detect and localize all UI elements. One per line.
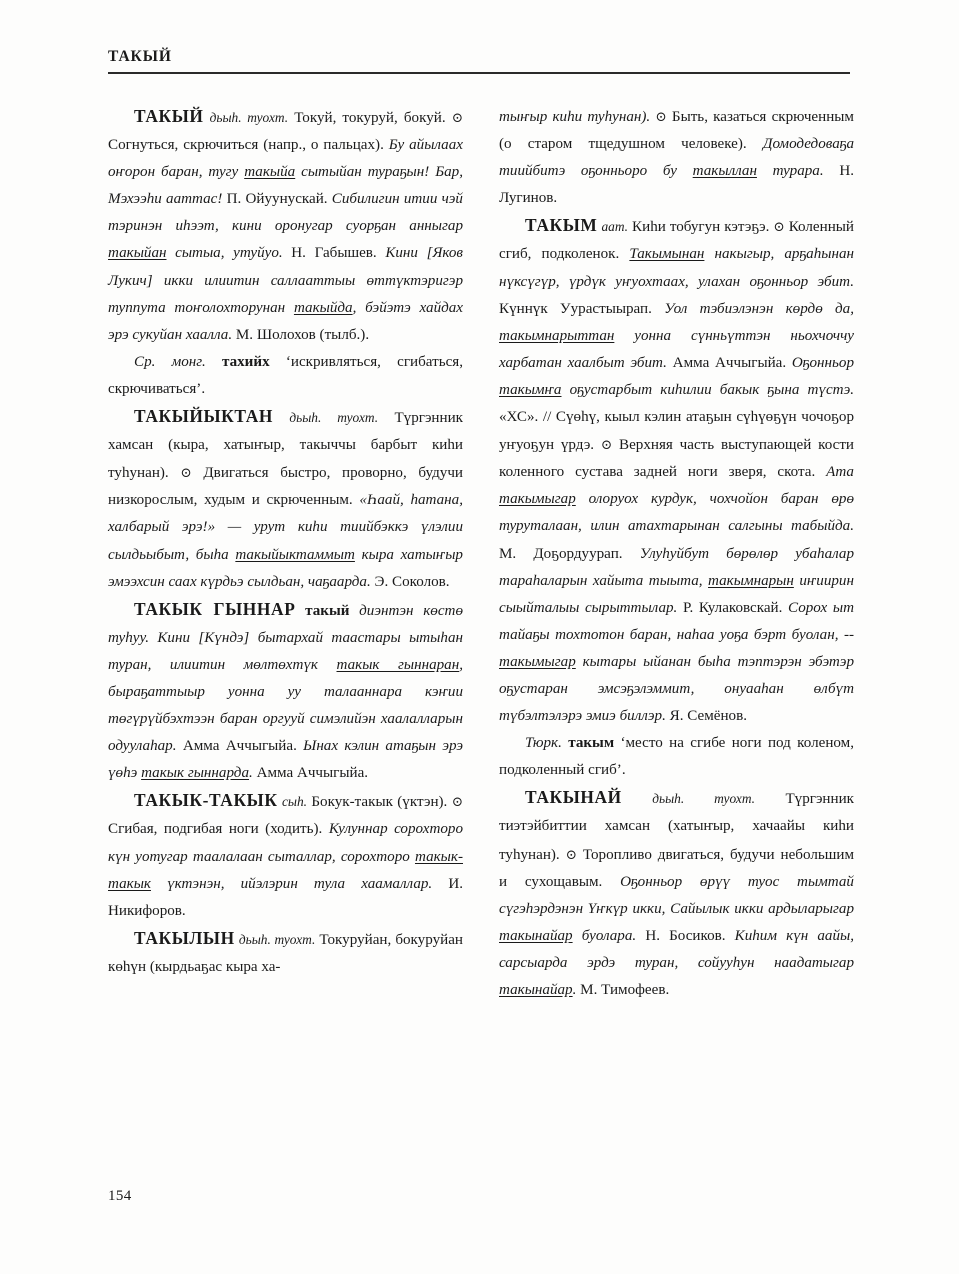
dictionary-entry-takyy [108, 103, 463, 349]
grammar-label: сыһ. [281, 794, 308, 810]
source-attribution: М. Шолохов (тылб.). [235, 326, 370, 343]
subsense-yakut-gloss: Сүөһү, кыыл кэлин атаҕын сүһүөҕүн чочоҕор уҥуоҕун үрдэ. [499, 409, 854, 454]
source-attribution: М. Доҕордуурап. [499, 545, 623, 562]
quotation-keyword: Такымынан [629, 246, 705, 263]
subsense-russian-gloss: Верхняя часть выступающей кости коленного сустава задней ноги зверя, скота. [499, 437, 854, 481]
dictionary-entry-takym [499, 212, 854, 730]
sense-bullet-icon: ⊙ [773, 219, 785, 235]
derived-from-word: такый [305, 602, 350, 619]
source-attribution: Н. Габышев. [291, 245, 377, 262]
dictionary-entry-takylyn-continuation [499, 103, 854, 212]
quotation-keyword: такымыгар [499, 653, 576, 670]
yakut-gloss: Бокук-такык (үктэн). [311, 794, 448, 811]
dictionary-entry-takyk-takyk [108, 787, 463, 924]
right-column [499, 103, 854, 1188]
compare-word: такым [568, 735, 615, 752]
sense-bullet-icon: ⊙ [451, 110, 464, 125]
quotation: Сибилигин итии чэй тэринэн иһээт, кини оронугар суорҕан анныгар [108, 191, 463, 235]
derived-from-note: диэнтэн көстө туһуу. [108, 602, 463, 646]
grammar-label: дьыһ. туохт. [209, 110, 289, 125]
headword: ТАКЫЛЫН [134, 927, 235, 948]
compare-word: тахийх [221, 353, 270, 370]
quotation-keyword: такымыгар [499, 491, 576, 508]
quotation-keyword: такынайар [499, 927, 573, 944]
quotation-tail: сытыа, утуйуо. [175, 245, 283, 262]
compare-lead: Тюрк. [525, 735, 562, 752]
etymology-note-takym [499, 730, 854, 784]
source-attribution: М. Тимофеев. [580, 982, 670, 998]
headword: ТАКЫЙ [134, 106, 204, 126]
russian-gloss: Торопливо двигаться, будучи небольшим и сухощавым. [499, 846, 854, 890]
source-attribution: Амма Аччыгыйа. [256, 765, 369, 782]
quotation-tail: накыгыр, арҕаһынан нүксүгүр, үрдүк уҥуохтаах, улахан оҕонньор эбит. [499, 246, 854, 290]
quotation-tail: буолара. [581, 927, 637, 944]
quotation-keyword: такык гыннарда [141, 765, 249, 782]
quotation-keyword: такык гыннаран [336, 656, 460, 673]
dictionary-entry-takyyyktan [108, 403, 463, 596]
quotation-keyword: такыйда [293, 299, 353, 316]
quotation: Ата [826, 464, 854, 481]
russian-gloss: Согнуться, скрючиться (напр., о пальцах). [108, 137, 384, 154]
continuation-yakut-gloss: тыҥыр киһи туһунан). [499, 109, 651, 125]
headword: ТАКЫЙЫКТАН [134, 406, 274, 427]
quotation-tail: , бэйэтэ хайдах эрэ сукуйан хаалла. [108, 299, 463, 343]
russian-gloss: Коленный сгиб, подколенок. [499, 219, 855, 263]
subsense-marker: // [542, 409, 552, 426]
quotation: Кини [Күндэ] бытархай таастары ытыһан туран, илиитин мөлтөхтүк [108, 629, 463, 673]
sense-bullet-icon: ⊙ [565, 846, 577, 862]
source-attribution: Н. Лугинов. [499, 163, 855, 207]
compare-gloss: ‘место на сгибе ноги под коленом, подколенный сгиб’. [499, 735, 854, 779]
quotation: Бу айылаах оҥорон баран, тугу [108, 137, 463, 181]
quotation-tail: . [572, 982, 577, 998]
source-attribution: Амма Аччыгыйа. [672, 354, 787, 371]
yakut-gloss: Киһи тобугун кэтэҕэ. [632, 219, 770, 236]
quotation-keyword: такыллан [692, 163, 757, 180]
dictionary-entry-takynay [499, 784, 854, 1004]
sense-bullet-icon: ⊙ [600, 437, 613, 453]
sense-bullet-icon: ⊙ [655, 109, 667, 124]
quotation: Кини [Яков Лукич] икки илиитин саллааттыы өттүктэригэр туппута тоҥолохторунан [108, 245, 463, 316]
quotation: Улуһуйбут бөрөлөр убаһалар тараһаларын хайыта тыыта, [499, 545, 855, 589]
source-attribution: П. Ойуунускай. [226, 191, 328, 208]
quotation-keyword: такыйыктаммыт [235, 546, 355, 563]
grammar-label: дьыһ. туохт. [652, 791, 756, 807]
quotation-tail: кыра хатыҥыр эмээхсин саах күрдьэ сылдьан, чаҕаарда. [108, 546, 463, 590]
source-attribution: Э. Соколов. [374, 573, 450, 590]
quotation: Киһим күн аайы, сарсыарда эрдэ туран, сойууһун наадатыгар [499, 927, 854, 971]
quotation-keyword: такынайар [499, 982, 573, 998]
quotation-tail: сытыйан тураҕын! Бар, Мэхээһи ааттас! [108, 164, 463, 208]
russian-gloss: Двигаться быстро, проворно, будучи низкорослым, худым и скрюченным. [108, 465, 463, 509]
yakut-gloss: Түргэнник тиэтэйбиттии хамсан (хатыҥыр, хачаайы киһи туһунан). [499, 791, 854, 863]
running-head-rule [108, 72, 850, 74]
quotation: Уол тэбиэлэнэн көрдө да, [664, 300, 854, 317]
quotation: Оҕонньор өрүү туос тымтай сүгэһэрдэнэн Үҥкүр икки, Сайылык икки ардыларыгар [499, 873, 854, 917]
sense-bullet-icon: ⊙ [451, 794, 464, 810]
quotation-tail: кытары ыйанан быһа тэптэрэн эбэтэр оҕустаран эмсэҕэлэммит, онуааһан өлбүт түбэлтэлэрэ эмиэ биллэр. [499, 653, 855, 725]
quotation-tail: уонна сүнньүттэн ньохчоччу харбатан хаалбыт эбит. [499, 327, 854, 371]
source-attribution: Н. Босиков. [645, 927, 726, 944]
quotation-tail: . [249, 765, 253, 782]
quotation-tail: олоруох курдук, чохчойон баран өрө туруталаан, илин атахтарынан салгыны табыйда. [499, 491, 854, 535]
headword: ТАКЫНАЙ [525, 787, 622, 808]
headword: ТАКЫК-ТАКЫК [134, 790, 278, 811]
page-number: 154 [108, 1188, 132, 1204]
source-attribution: «ХС». [499, 409, 539, 426]
dictionary-entry-takyk-gynnar [108, 596, 463, 788]
russian-gloss: Сгибая, подгибая ноги (ходить). [108, 821, 323, 838]
quotation: Оҕонньор [791, 354, 854, 371]
quotation-tail: иҥиирин сыыйталыы сырыттылар. [499, 572, 854, 616]
yakut-gloss: Түргэнник хамсан (кыра, хатыҥыр, такыччы барбыт киһи туһунан). [108, 410, 463, 482]
headword: ТАКЫМ [525, 215, 598, 236]
source-attribution: Амма Аччыгыйа. [182, 738, 297, 755]
text-columns [108, 103, 854, 1188]
quotation-keyword: такыйан [108, 245, 167, 262]
grammar-label: дьыһ. туохт. [238, 931, 316, 947]
quotation: Сорох ыт тайаҕы тохтотон баран, наһаа уоҕа бэрт буолан, -- [499, 599, 855, 643]
compare-lead: Ср. монг. [134, 353, 206, 370]
quotation-tail: , быраҕаттыыр уонна уу талааннара кэҥии төгүрүйбэхтээн баран оргууй симэлийэн хаалалларын одуулаһар. [108, 656, 463, 755]
compare-gloss: ‘искривляться, сгибаться, скрючиваться’. [108, 353, 463, 397]
grammar-label: дьыһ. туохт. [289, 410, 379, 426]
yakut-gloss: Токуй, токуруй, бокуй. [294, 110, 446, 126]
quotation-tail: турара. [772, 163, 824, 180]
russian-gloss: Быть, казаться скрюченным (о старом тщедушном человеке). [499, 109, 854, 153]
source-attribution: Күннүк Уурастыырап. [499, 300, 652, 317]
quotation: Ынах кэлин атаҕын эрэ үөһэ [108, 738, 463, 782]
quotation-tail: оҕустарбыт киһилии бакык ҕына түстэ. [569, 381, 854, 398]
running-head [108, 48, 850, 74]
sense-bullet-icon: ⊙ [180, 465, 192, 481]
yakut-gloss: Токуруйан, бокуруйан көһүн (кырдьаҕас кыра ха- [108, 931, 463, 975]
quotation-keyword: такык-такык [108, 848, 463, 892]
quotation: «Һаай, һатана, халбарый эрэ!» — урут киһи тиийбэккэ үлэлии сылдьыбыт, быһа [108, 492, 463, 563]
dictionary-entry-takylyn [108, 925, 463, 981]
quotation-keyword: такымнарыттан [499, 327, 615, 344]
quotation-keyword: такымнарын [708, 572, 794, 589]
quotation-tail: үктэнэн, ийэлэрин тула хаамаллар. [167, 875, 433, 892]
grammar-label: аат. [601, 219, 629, 235]
quotation: Кулуннар сорохторо күн уотугар таалалаан сыталлар, сорохторо [108, 821, 464, 865]
left-column [108, 103, 463, 1188]
headword: ТАКЫК ГЫННАР [134, 598, 296, 619]
quotation: Домодедоваҕа тиийбитэ оҕонньоро бу [499, 136, 854, 180]
source-attribution: И. Никифоров. [108, 875, 464, 919]
running-head-title: ТАКЫЙ [108, 48, 172, 65]
quotation-keyword: такыйа [244, 164, 296, 181]
source-attribution: Я. Семёнов. [669, 708, 747, 725]
etymology-note-takyy [108, 349, 463, 403]
source-attribution: Р. Кулаковскай. [682, 599, 783, 616]
quotation-keyword: такымҥа [499, 381, 562, 398]
